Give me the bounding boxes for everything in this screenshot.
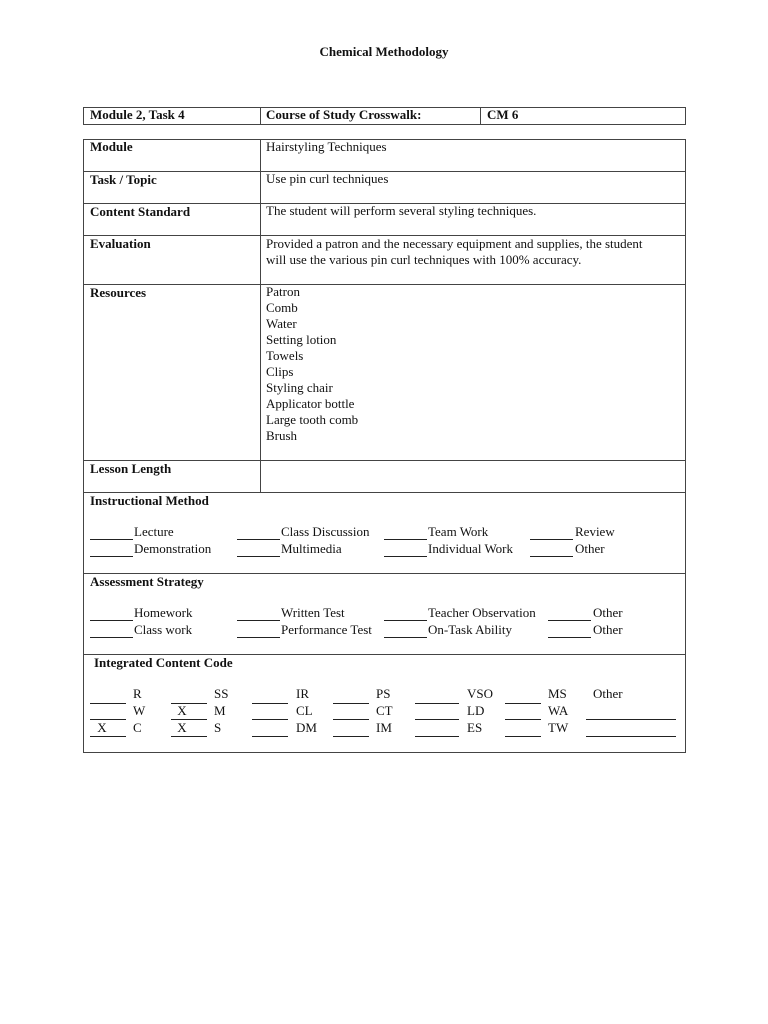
module-task-label: Module 2, Task 4	[90, 107, 185, 122]
crosswalk-value: CM 6	[487, 107, 519, 122]
blank-line[interactable]	[237, 539, 280, 540]
blank-line[interactable]	[252, 736, 288, 737]
blank-line[interactable]	[90, 703, 126, 704]
blank-line[interactable]	[252, 703, 288, 704]
module-label: Module	[90, 139, 133, 154]
resource-item: Setting lotion	[266, 332, 337, 347]
module-value: Hairstyling Techniques	[266, 139, 387, 154]
check-mark: X	[177, 703, 187, 718]
blank-line[interactable]	[90, 637, 133, 638]
blank-line[interactable]	[333, 703, 369, 704]
evaluation-line-1: Provided a patron and the necessary equipment and supplies, the student	[266, 236, 643, 251]
blank-line[interactable]	[530, 539, 573, 540]
blank-line[interactable]	[90, 736, 126, 737]
blank-line[interactable]	[505, 719, 541, 720]
code-label: IM	[376, 720, 392, 735]
page-title: Chemical Methodology	[319, 44, 449, 59]
resource-item: Large tooth comb	[266, 412, 359, 427]
code-label: LD	[467, 703, 485, 718]
code-label: CL	[296, 703, 313, 718]
blank-line[interactable]	[505, 736, 541, 737]
blank-line[interactable]	[333, 719, 369, 720]
option-label: Review	[575, 524, 615, 539]
code-label: IR	[296, 686, 309, 701]
option-label: Other	[575, 541, 605, 556]
evaluation-label: Evaluation	[90, 236, 151, 251]
blank-line[interactable]	[384, 539, 427, 540]
blank-line[interactable]	[384, 556, 427, 557]
code-label: DM	[296, 720, 317, 735]
task-label: Task / Topic	[90, 172, 157, 187]
blank-line[interactable]	[90, 556, 133, 557]
resource-item: Towels	[266, 348, 304, 363]
code-label: CT	[376, 703, 393, 718]
header-divider	[260, 107, 261, 125]
blank-line[interactable]	[90, 620, 133, 621]
code-label: WA	[548, 703, 569, 718]
resource-item: Brush	[266, 428, 298, 443]
option-label: Class Discussion	[281, 524, 370, 539]
code-label: Other	[593, 686, 623, 701]
option-label: Homework	[134, 605, 193, 620]
blank-line[interactable]	[415, 703, 459, 704]
resource-item: Water	[266, 316, 297, 331]
blank-line[interactable]	[171, 736, 207, 737]
option-label: Demonstration	[134, 541, 212, 556]
row-divider	[83, 460, 686, 461]
code-label: S	[214, 720, 222, 735]
option-label: Team Work	[428, 524, 489, 539]
header-divider	[480, 107, 481, 125]
other-blank-line[interactable]	[586, 719, 676, 720]
option-label: Teacher Observation	[428, 605, 536, 620]
code-label: W	[133, 703, 146, 718]
resource-item: Styling chair	[266, 380, 333, 395]
code-label: PS	[376, 686, 391, 701]
blank-line[interactable]	[333, 736, 369, 737]
blank-line[interactable]	[415, 736, 459, 737]
check-mark: X	[177, 720, 187, 735]
other-blank-line[interactable]	[586, 736, 676, 737]
option-label: Multimedia	[281, 541, 342, 556]
blank-line[interactable]	[384, 620, 427, 621]
code-label: M	[214, 703, 226, 718]
instructional-method-heading: Instructional Method	[90, 493, 209, 508]
blank-line[interactable]	[237, 620, 280, 621]
check-mark: X	[97, 720, 107, 735]
row-divider	[83, 284, 686, 285]
resource-item: Clips	[266, 364, 294, 379]
blank-line[interactable]	[548, 637, 591, 638]
option-label: Other	[593, 605, 623, 620]
content-standard-value: The student will perform several styling techniques.	[266, 203, 537, 218]
resource-item: Patron	[266, 284, 300, 299]
option-label: Performance Test	[281, 622, 372, 637]
resources-label: Resources	[90, 285, 147, 300]
code-label: TW	[548, 720, 569, 735]
option-label: On-Task Ability	[428, 622, 512, 637]
option-label: Lecture	[134, 524, 174, 539]
blank-line[interactable]	[415, 719, 459, 720]
code-label: SS	[214, 686, 229, 701]
resource-item: Applicator bottle	[266, 396, 355, 411]
code-label: R	[133, 686, 142, 701]
label-column-divider	[260, 139, 261, 492]
lesson-length-label: Lesson Length	[90, 461, 172, 476]
blank-line[interactable]	[530, 556, 573, 557]
blank-line[interactable]	[252, 719, 288, 720]
option-label: Individual Work	[428, 541, 514, 556]
integrated-content-code-heading: Integrated Content Code	[94, 655, 233, 670]
task-value: Use pin curl techniques	[266, 171, 389, 186]
blank-line[interactable]	[237, 637, 280, 638]
content-standard-label: Content Standard	[90, 204, 191, 219]
blank-line[interactable]	[505, 703, 541, 704]
code-label: MS	[548, 686, 567, 701]
assessment-strategy-heading: Assessment Strategy	[90, 574, 204, 589]
code-label: VSO	[467, 686, 494, 701]
crosswalk-label: Course of Study Crosswalk:	[266, 107, 422, 122]
code-label: ES	[467, 720, 483, 735]
option-label: Other	[593, 622, 623, 637]
blank-line[interactable]	[384, 637, 427, 638]
blank-line[interactable]	[237, 556, 280, 557]
option-label: Class work	[134, 622, 193, 637]
blank-line[interactable]	[548, 620, 591, 621]
evaluation-line-2: will use the various pin curl techniques with 100% accuracy.	[266, 252, 582, 267]
code-label: C	[133, 720, 142, 735]
blank-line[interactable]	[90, 539, 133, 540]
option-label: Written Test	[281, 605, 345, 620]
resource-item: Comb	[266, 300, 298, 315]
